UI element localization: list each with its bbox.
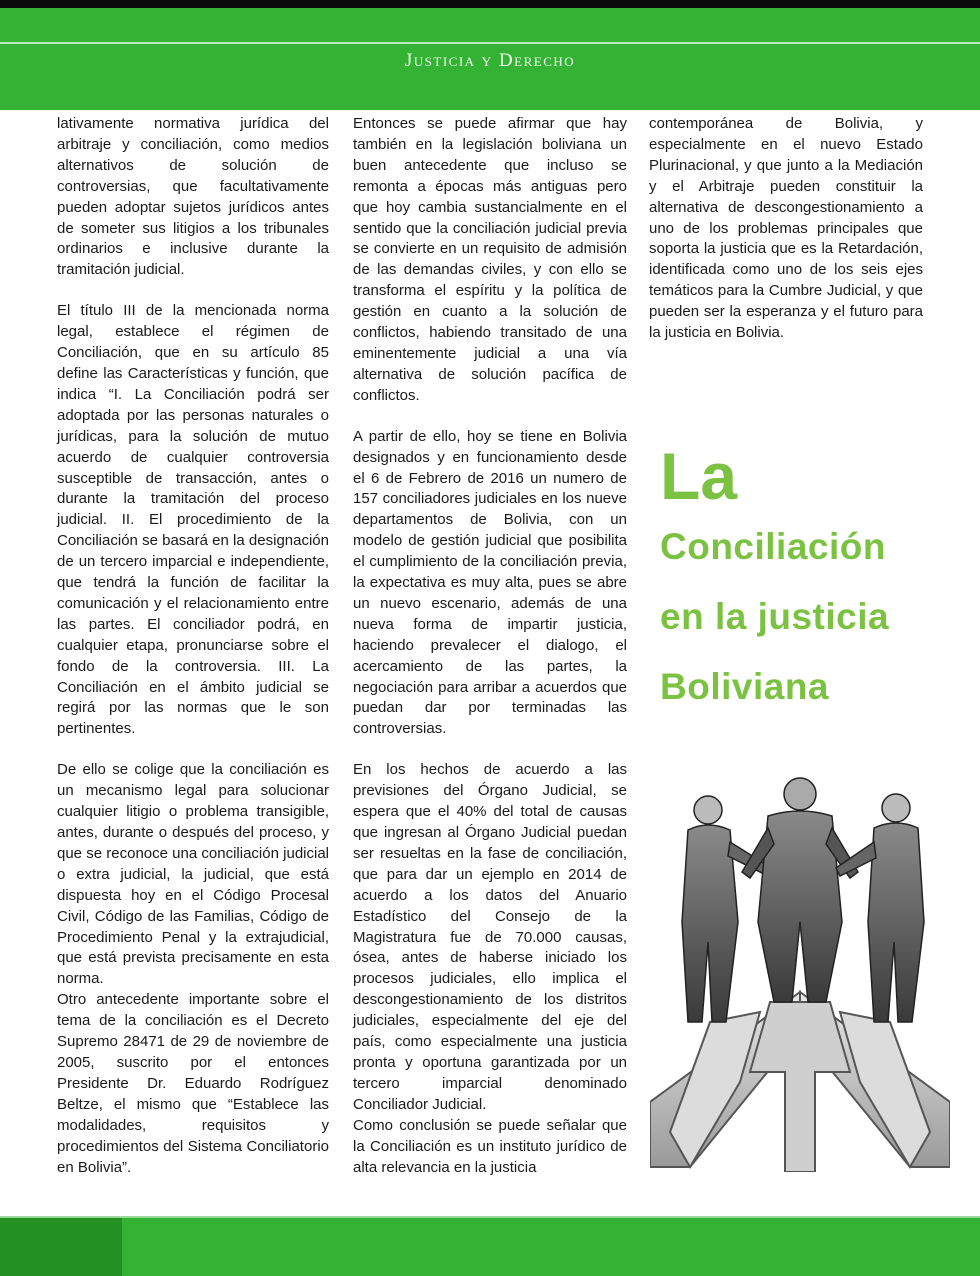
paragraph: Entonces se puede afirmar que hay también en la legislación boliviana un buen antecedente que incluso se remonta a épocas más antiguas pero que hoy cambia sustancialmente en el sentido que la conciliación judicial previa se convierte en un requisito de admisión de las demandas civiles, y con ello se transforma el espíritu y la política de gestión en cuanto a la solución de conflictos, habiendo transitado de una eminentemente judicial a una vía alternativa de solución pacífica de conflictos.: [353, 115, 627, 404]
headline-line-4: Boliviana: [660, 666, 829, 707]
paragraph: contemporánea de Bolivia, y especialmente en el nuevo Estado Plurinacional, y que junto a la Mediación y el Arbitraje pueden constituir la alternativa de descongestionamiento a uno de los problemas principales que soporta la justicia que es la Retardación, identificada como uno de los seis ejes temáticos para la Cumbre Judicial, y que pueden ser la esperanza y el futuro para la justicia en Bolivia.: [649, 115, 923, 342]
left-man-figure: [682, 796, 770, 1022]
footer-page-tab: [0, 1218, 122, 1276]
paragraph: De ello se colige que la conciliación es un mecanismo legal para solucionar cualquier litigio o problema transigible, antes, durante o después del proceso, y que se reconoce una conciliación judicial o extra judicial, la judicial, que está dispuesta hoy en el Código Procesal Civil, Código de las Familias, Código de Procedimiento Penal y la extrajudicial, que está prevista precisamente en esta norma.: [57, 761, 329, 988]
paragraph: lativamente normativa jurídica del arbitraje y conciliación, como medios alternativos de solución de controversias, que facultativamente pueden adoptar sujetos jurídicos antes de someter sus litigios a los tribunales ordinarios e inclusive durante la tramitación judicial.: [57, 115, 329, 279]
headline-line-1: La: [660, 439, 738, 513]
headline-line-2: Conciliación: [660, 526, 886, 567]
top-border: [0, 0, 980, 8]
headline-line-3: en la justicia: [660, 596, 890, 637]
header-band: [0, 8, 980, 110]
footer-band: [0, 1218, 980, 1276]
paragraph: En los hechos de acuerdo a las previsiones del Órgano Judicial, se espera que el 40% del total de causas que ingresan al Órgano Judicial puedan ser resueltas en la fase de conciliación, que para dar un ejemplo en 2014 de acuerdo a los datos del Anuario Estadístico del Consejo de la Magistratura fue de 70.000 causas, ósea, antes de haberse iniciado los procesos judiciales, ello implica el descongestionamiento de los distritos judiciales, especialmente del eje del país, como especialmente una justicia pronta y oportuna garantizada por un tercero imparcial denominado Conciliador Judicial.: [353, 761, 627, 1113]
right-man-figure: [836, 794, 924, 1022]
column-2: [353, 114, 627, 1178]
paragraph: Otro antecedente importante sobre el tema de la conciliación es el Decreto Supremo 28471 de 29 de noviembre de 2005, suscrito por el entonces Presidente Dr. Eduardo Rodríguez Beltze, el mismo que “Establece las modalidades, requisitos y procedimientos del Sistema Conciliatorio en Bolivia”.: [57, 991, 329, 1176]
column-3: [649, 114, 923, 344]
section-title: Justicia y Derecho: [404, 50, 576, 71]
header-rule: [0, 42, 980, 44]
article-headline: [660, 440, 960, 722]
businessmen-arrows-illustration: [650, 772, 950, 1172]
paragraph: El título III de la mencionada norma legal, establece el régimen de Conciliación, que en su artículo 85 define las Características y función, que indica “I. La Conciliación podrá ser adoptada por las personas naturales o jurídicas, para la solución de mutuo acuerdo de cualquier controversia susceptible de transacción, antes o durante la tramitación del proceso judicial. II. El procedimiento de la Conciliación se basará en la designación de un tercero imparcial e independiente, que tendrá la función de facilitar la comunicación y el relacionamiento entre las partes. El conciliador podrá, en cualquier etapa, pronunciarse sobre el fondo de la controversia. III. La Conciliación en el ámbito judicial se regirá por las normas que le son pertinentes.: [57, 302, 329, 738]
paragraph: Como conclusión se puede señalar que la Conciliación es un instituto jurídico de alta relevancia en la justicia: [353, 1116, 627, 1176]
center-man-figure: [742, 778, 858, 1002]
paragraph: A partir de ello, hoy se tiene en Bolivia designados y en funcionamiento desde el 6 de Febrero de 2016 un numero de 157 conciliadores judiciales en los nueve departamentos de Bolivia, con un modelo de gestión judicial que posibilita el cumplimiento de la conciliación previa, la expectativa es muy alta, pues se abre un nuevo escenario, además de una nueva forma de impartir justicia, haciendo prevalecer el dialogo, el acercamiento de las partes, la negociación para arribar a acuerdos que puedan dar por terminadas las controversias.: [353, 427, 627, 738]
column-1: [57, 114, 329, 1178]
